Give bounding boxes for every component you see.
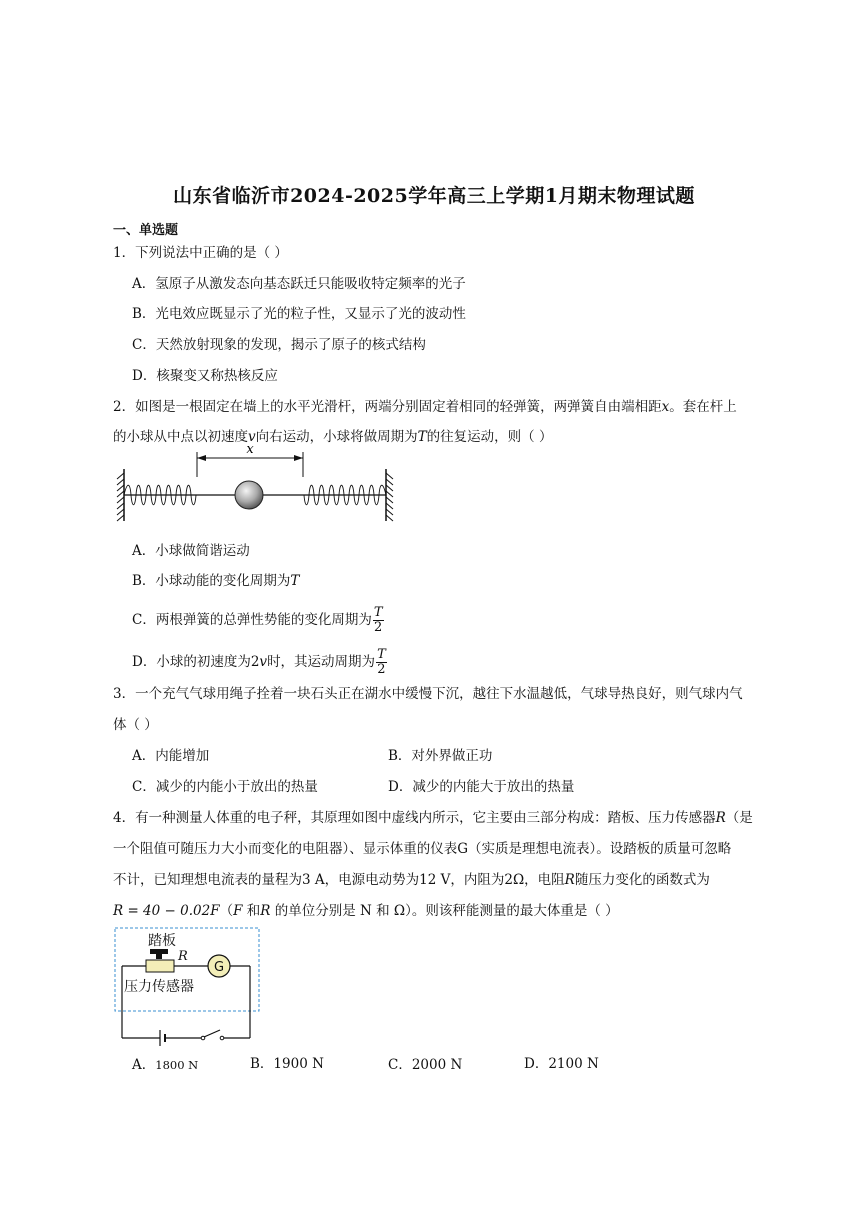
q2-option-c-num: T — [373, 605, 383, 620]
q3-option-b: B．对外界做正功 — [388, 748, 493, 764]
q2-stem-line1 — [113, 398, 737, 416]
q4-option-a-value: 1800 N — [155, 1058, 199, 1072]
q2-stem-text-b: 。套在杆上 — [669, 399, 737, 415]
dashed-boundary — [115, 928, 259, 1011]
q2-option-c — [132, 606, 384, 635]
q4-option-c-label: C． — [388, 1057, 412, 1073]
q4-option-d-value: 2100 N — [548, 1056, 599, 1072]
q4-line3-text-b: ，电源电动势为 — [324, 872, 420, 888]
q4-formula: R = 40 − 0.02F — [113, 903, 220, 919]
q4-option-b — [250, 1055, 324, 1073]
q4-line1 — [113, 809, 753, 827]
q4-option-b-value: 1900 N — [273, 1056, 324, 1072]
q4-line4-text-b: 和 — [242, 903, 261, 919]
pedal — [150, 949, 168, 954]
q2-stem2-text-b: 向右运动，小球将做周期为 — [255, 429, 418, 445]
q1-option-a: A．氢原子从激发态向基态跃迁只能吸收特定频率的光子 — [132, 276, 466, 292]
q2-stem-text-a: 2．如图是一根固定在墙上的水平光滑杆，两端分别固定着相同的轻弹簧，两弹簧自由端相距 — [113, 399, 662, 415]
section-heading: 一、单选题 — [113, 223, 179, 238]
pressure-sensor — [146, 960, 174, 972]
page-title: 山东省临沂市2024-2025学年高三上学期1月期末物理试题 — [173, 185, 695, 207]
pedal-label: 踏板 — [148, 933, 176, 949]
q1-option-b: B．光电效应既显示了光的粒子性，又显示了光的波动性 — [132, 306, 466, 322]
q4-option-d — [524, 1055, 599, 1073]
q2-option-c-fraction — [373, 606, 384, 635]
q2-option-d-den: 2 — [377, 662, 386, 677]
right-wall-hatch — [386, 473, 393, 521]
q4-option-d-label: D． — [524, 1056, 549, 1072]
q4-line3-text-a: 不计，已知理想电流表的量程为 — [113, 872, 302, 888]
q2-option-c-text: C．两根弹簧的总弹性势能的变化周期为 — [132, 612, 372, 628]
q4-line1-text-b: （是 — [725, 810, 753, 826]
q4-line1-R: R — [715, 810, 726, 826]
q3-option-a: A．内能增加 — [132, 748, 210, 764]
q2-var-T: T — [417, 429, 427, 445]
q3-stem-line1: 3．一个充气气球用绳子拴着一块石头正在湖水中缓慢下沉，越往下水温越低，气球导热良好，则气球内气 — [113, 686, 743, 702]
galvanometer-label: G — [213, 960, 225, 975]
pedal-stem — [156, 954, 162, 959]
q4-option-a-label: A． — [132, 1057, 156, 1073]
q4-line3 — [113, 871, 710, 889]
q2-option-d-val: 2 — [250, 654, 260, 670]
q4-line3-text-c: ，内阻为 — [450, 872, 505, 888]
q2-option-c-den: 2 — [374, 620, 383, 635]
q2-stem2-text-c: 的往复运动，则（ ） — [426, 429, 553, 445]
arrow-right — [294, 455, 303, 461]
q4-line3-text-d: ，电阻 — [524, 872, 565, 888]
q4-line4-F: F — [233, 903, 243, 919]
q1-stem: 1．下列说法中正确的是（ ） — [113, 245, 288, 261]
q4-option-b-label: B． — [250, 1056, 274, 1072]
q1-option-c: C．天然放射现象的发现，揭示了原子的核式结构 — [132, 337, 426, 353]
q2-var-x: x — [661, 399, 670, 415]
sensor-label: 压力传感器 — [124, 979, 194, 995]
q2-option-d-fraction — [376, 648, 387, 677]
q2-var-v: v — [248, 429, 256, 445]
q4-emf: 12 V — [419, 872, 451, 888]
arrow-left — [197, 455, 206, 461]
switch-blade — [204, 1030, 220, 1037]
q4-line4-R: R — [260, 903, 271, 919]
q2-spring-figure — [114, 442, 394, 527]
q1-option-d: D．核聚变又称热核反应 — [132, 368, 278, 384]
q4-line1-text-a: 4．有一种测量人体重的电子秤，其原理如图中虚线内所示，它主要由三部分构成：踏板、压力传感器 — [113, 810, 716, 826]
q2-stem-line2 — [113, 428, 552, 446]
q4-circuit-figure — [112, 926, 264, 1046]
dimension-label: x — [246, 442, 254, 457]
q3-stem-line2: 体（ ） — [113, 717, 158, 733]
q3-option-c: C．减少的内能小于放出的热量 — [132, 779, 318, 795]
left-wall-hatch — [117, 473, 124, 521]
q2-option-b-text: B．小球动能的变化周期为 — [132, 573, 291, 589]
q4-line4-text-c: 的单位分别是 N 和 Ω）。则该秤能测量的最大体重是（ ） — [270, 903, 619, 919]
q2-option-d-text-b: 时，其运动周期为 — [267, 654, 376, 670]
q2-option-d-var: v — [259, 654, 268, 670]
q4-option-c — [388, 1056, 462, 1074]
ball — [235, 481, 263, 509]
q4-line3-text-e: 随压力变化的函数式为 — [574, 872, 710, 888]
resistor-label: R — [178, 949, 188, 964]
q2-option-d-num: T — [377, 647, 386, 662]
q2-option-d-text-a: D．小球的初速度为 — [132, 654, 251, 670]
q2-option-b — [132, 572, 299, 590]
q4-option-c-value: 2000 N — [411, 1057, 463, 1073]
q4-current-range: 3 A — [302, 872, 325, 888]
q4-option-a — [132, 1056, 198, 1074]
q2-option-d — [132, 648, 387, 677]
q4-line2: 一个阻值可随压力大小而变化的电阻器）、显示体重的仪表G（实质是理想电流表）。设踏板的质量可忽略 — [113, 841, 732, 857]
q2-stem2-text-a: 的小球从中点以初速度 — [113, 429, 248, 445]
q2-option-b-var: T — [290, 573, 300, 589]
q4-internal-resistance: 2Ω — [504, 872, 525, 888]
q3-option-d: D．减少的内能大于放出的热量 — [388, 779, 575, 795]
q2-option-a: A．小球做简谐运动 — [132, 543, 250, 559]
q4-line4 — [113, 902, 619, 920]
q4-line3-R: R — [564, 872, 575, 888]
q4-line4-text-a: （ — [219, 903, 234, 919]
switch-contact — [220, 1036, 224, 1040]
